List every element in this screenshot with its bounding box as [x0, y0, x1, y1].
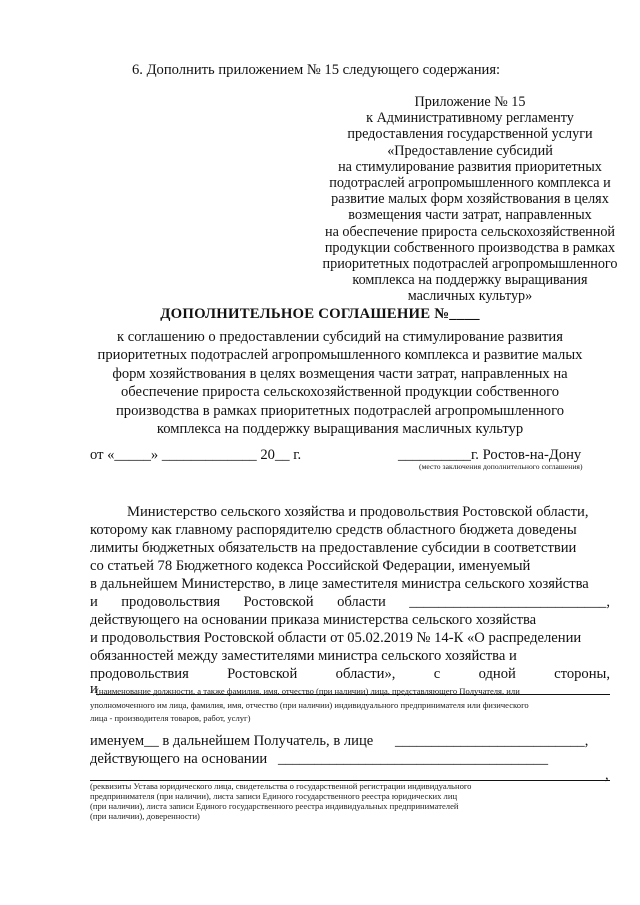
- and-marker: и: [90, 681, 98, 697]
- word: продовольствия: [121, 594, 221, 610]
- word: продовольствия: [90, 666, 189, 682]
- requisites-caption: (реквизиты Устава юридического лица, свидетельства о государственной регистрации индивидуального: [90, 781, 472, 791]
- appendix-line: Приложение № 15: [414, 94, 526, 110]
- appendix-line: подотраслей агропромышленного комплекса и: [329, 175, 611, 192]
- word: области»,: [335, 666, 396, 682]
- appendix-line: предоставления государственной услуги: [347, 126, 593, 143]
- body-line: действующего на основании приказа министерства сельского хозяйства: [90, 612, 537, 628]
- city-caption: (место заключения дополнительного соглашения): [419, 462, 583, 471]
- requisites-caption: предпринимателя (при наличии), листа записи Единого государственного реестра юридических лиц: [90, 791, 458, 801]
- body-line: в дальнейшем Министерство, в лице заместителя министра сельского хозяйства: [90, 576, 589, 592]
- agreement-city: __________г. Ростов-на-Дону: [398, 447, 582, 463]
- requisites-caption: (при наличии), листа записи Единого государственного реестра индивидуальных предпринимателей: [90, 801, 459, 811]
- appendix-line: на стимулирование развития приоритетных: [338, 158, 602, 175]
- recipient-caption: уполномоченного им лица, фамилия, имя, отчество (при наличии) индивидуального предпринимателя или физического: [90, 700, 529, 710]
- subtitle-line: производства в рамках приоритетных подотраслей агропромышленного: [115, 402, 564, 419]
- appendix-line: возмещения части затрат, направленных: [348, 207, 592, 224]
- body-line: лимиты бюджетных обязательств на предоставление субсидии в соответствии: [90, 540, 577, 556]
- recipient-caption: (наименование должности, а также фамилия, имя, отчество (при наличии) лица, представляющего Получателя, или: [96, 686, 520, 696]
- word: с: [433, 666, 441, 682]
- subtitle-line: комплекса на поддержку выращивания масличных культур: [156, 421, 524, 438]
- body-line-justified: [90, 593, 610, 611]
- body-line: со статьей 78 Бюджетного кодекса Российской Федерации, именуемый: [90, 558, 531, 574]
- word: стороны,: [554, 666, 610, 682]
- body-line: и продовольствия Ростовской области от 05.02.2019 № 14-К «О распределении: [90, 630, 582, 646]
- named-line: именуем__ в дальнейшем Получатель, в лице: [90, 733, 374, 749]
- subtitle-line: к соглашению о предоставлении субсидий на стимулирование развития: [117, 329, 563, 345]
- word: Ростовской: [227, 666, 298, 682]
- acting-line: действующего на основании: [90, 751, 268, 767]
- agreement-subtitle: [60, 328, 620, 438]
- appendix-line: масличных культур»: [407, 288, 533, 305]
- appendix-line: на обеспечение прироста сельскохозяйственной: [324, 223, 616, 240]
- requisites-caption: (при наличии), доверенности): [90, 811, 200, 821]
- appendix-line: комплекса на поддержку выращивания: [352, 272, 588, 289]
- word: области: [337, 594, 386, 610]
- representative-blank: __________________________,: [395, 733, 589, 749]
- word: и: [90, 594, 98, 610]
- official-name-blank: ___________________________,: [409, 594, 610, 610]
- body-line: обязанностей между заместителями министра сельского хозяйства и: [90, 648, 517, 664]
- appendix-line: к Административному регламенту: [366, 110, 574, 127]
- subtitle-line: форм хозяйствования в целях возмещения части затрат, направленных на: [112, 365, 568, 382]
- agreement-title: ДОПОЛНИТЕЛЬНОЕ СОГЛАШЕНИЕ №____: [160, 306, 480, 322]
- word: Ростовской: [243, 594, 314, 610]
- agreement-date: от «_____» _____________ 20__ г.: [90, 447, 302, 463]
- trailing-comma: ,: [605, 767, 609, 783]
- word: одной: [478, 666, 516, 682]
- subtitle-line: обеспечение прироста сельскохозяйственной продукции собственного: [120, 384, 560, 401]
- body-line-justified: [90, 665, 610, 683]
- intro-paragraph: 6. Дополнить приложением № 15 следующего содержания:: [132, 62, 501, 78]
- basis-blank: _____________________________________: [278, 751, 548, 767]
- recipient-caption: лица - производителя товаров, работ, услуг): [90, 713, 251, 723]
- appendix-line: «Предоставление субсидий: [387, 142, 553, 159]
- body-line: Министерство сельского хозяйства и продовольствия Ростовской области,: [127, 504, 589, 520]
- appendix-header: [300, 94, 640, 305]
- appendix-line: приоритетных подотраслей агропромышленного: [322, 256, 618, 273]
- body-line: которому как главному распорядителю средств областного бюджета доведены: [90, 522, 577, 538]
- appendix-line: продукции собственного производства в рамках: [324, 239, 616, 256]
- subtitle-line: приоритетных подотраслей агропромышленного комплекса и развитие малых: [97, 347, 583, 364]
- appendix-line: развитие малых форм хозяйствования в целях: [331, 191, 609, 208]
